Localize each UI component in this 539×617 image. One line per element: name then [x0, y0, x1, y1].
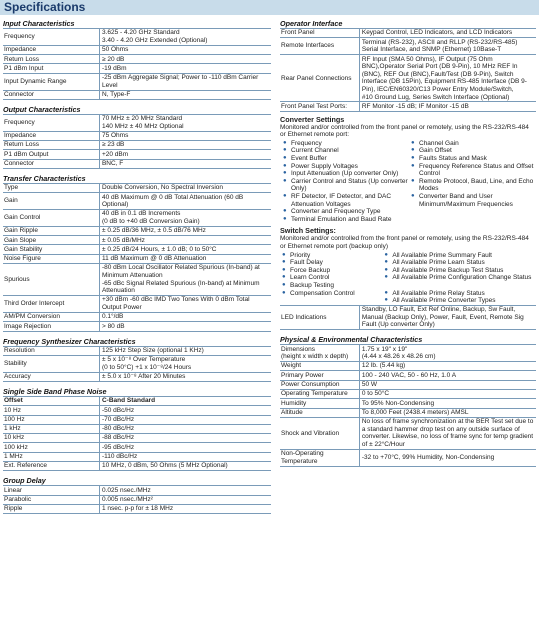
row-label: Shock and Vibration — [280, 417, 359, 449]
row-label: Frequency — [3, 29, 99, 46]
row-label: Frequency — [3, 114, 99, 131]
table-row — [3, 312, 271, 321]
table-row — [280, 102, 536, 111]
table-row — [3, 64, 271, 73]
table-row — [3, 322, 271, 331]
row-label: Ext. Reference — [3, 461, 99, 470]
row-label: Gain Control — [3, 210, 99, 227]
row-label: Stability — [3, 355, 99, 372]
table-row — [3, 150, 271, 159]
switch-left-label: Backup Testing — [290, 281, 334, 289]
row-label: Power Consumption — [280, 380, 359, 389]
switch-left-label: Force Backup — [290, 266, 331, 274]
bullet-icon: ● — [283, 177, 287, 184]
row-value: -19 dBm — [99, 64, 271, 73]
row-label: 100 Hz — [3, 415, 99, 424]
table-row — [3, 406, 271, 415]
table-row — [3, 346, 271, 355]
list-item — [282, 208, 408, 216]
table-row — [280, 259, 536, 267]
list-item: ● All Available Prime Relay Status — [384, 289, 485, 297]
table-row — [3, 114, 271, 131]
table-row — [3, 372, 271, 381]
row-label: 10 kHz — [3, 434, 99, 443]
list-item — [410, 193, 536, 208]
row-label: Ripple — [3, 504, 99, 513]
row-value: +20 dBm — [99, 150, 271, 159]
list-item-label: Power Supply Voltages — [291, 162, 358, 170]
row-value: 100 - 240 VAC, 50 - 60 Hz, 1.0 A — [359, 371, 536, 380]
row-value: Terminal (RS-232), ASCII and RLLP (RS-232/RS-485) Serial Interface, and SNMP (Ethernet) 10Base-T — [359, 38, 536, 55]
bullet-icon: ● — [411, 155, 415, 162]
table-row — [3, 131, 271, 140]
switch-right-list — [383, 274, 535, 282]
row-value: -80 dBc/Hz — [99, 424, 271, 433]
converter-intro: Monitored and/or controlled from the front panel or remotely, using the RS-232/RS-484 or Ethernet remote port: — [280, 123, 529, 139]
row-label: Noise Figure — [3, 254, 99, 263]
table-row — [280, 29, 536, 38]
converter-right-list — [408, 140, 536, 224]
bullet-icon: ● — [384, 274, 389, 281]
table-row — [3, 45, 271, 54]
list-item — [410, 140, 536, 148]
table-row — [3, 254, 271, 263]
list-item — [282, 140, 408, 148]
row-label: Impedance — [3, 131, 99, 140]
table-row — [3, 226, 271, 235]
table-row — [3, 29, 271, 46]
row-value: 1 nsec. p-p for ± 18 MHz — [99, 504, 271, 513]
operator-title: Operator Interface — [280, 19, 343, 28]
list-item-label: Event Buffer — [291, 155, 327, 163]
table-row — [3, 159, 271, 168]
converter-title: Converter Settings — [280, 114, 345, 124]
table-row — [3, 486, 271, 495]
header-value: C-Band Standard — [99, 396, 271, 405]
table-row — [3, 245, 271, 254]
list-item — [410, 163, 536, 178]
list-item-label: Terminal Emulation and Baud Rate — [291, 215, 392, 223]
table-row — [280, 399, 536, 408]
table-row — [3, 452, 271, 461]
row-label: Front Panel — [280, 29, 359, 38]
table-header-row — [3, 396, 271, 405]
row-label: Linear — [3, 486, 99, 495]
table-row — [3, 424, 271, 433]
table-row — [3, 355, 271, 372]
table-row — [280, 252, 536, 260]
list-item-label: Input Attenuation (Up converter Only) — [291, 170, 399, 178]
list-item — [282, 170, 408, 178]
bullet-icon: ● — [282, 259, 286, 266]
list-item — [281, 282, 381, 290]
input-table — [3, 28, 271, 100]
output-title: Output Characteristics — [3, 104, 81, 114]
list-item-label: Current Channel — [291, 147, 339, 155]
table-row — [280, 449, 536, 466]
table-row — [280, 408, 536, 417]
table-row — [3, 504, 271, 513]
row-value: -70 dBc/Hz — [99, 415, 271, 424]
row-value: -110 dBc/Hz — [99, 452, 271, 461]
row-label: Impedance — [3, 45, 99, 54]
table-row — [3, 141, 271, 150]
row-value: ± 0.25 dB/24 Hours, ± 1.0 dB; 0 to 50°C — [99, 245, 271, 254]
converter-left-list — [280, 140, 408, 224]
table-row — [3, 461, 271, 470]
table-row — [280, 282, 536, 290]
row-value: 3.625 - 4.20 GHz Standard 3.40 - 4.20 GHz Extended (Optional) — [99, 29, 271, 46]
table-row — [3, 193, 271, 210]
bullet-icon: ● — [282, 266, 286, 273]
list-item-label: Converter Band and User Minimum/Maximum Frequencies — [419, 193, 513, 208]
row-label: Type — [3, 183, 99, 192]
switch-right-list — [383, 290, 535, 305]
list-item — [282, 193, 408, 208]
bullet-icon: ● — [283, 170, 287, 177]
list-item: ● All Available Prime Converter Types — [384, 297, 496, 305]
table-row — [280, 38, 536, 55]
list-item — [282, 178, 408, 193]
page-title: Specifications — [4, 0, 86, 14]
row-label: 1 MHz — [3, 452, 99, 461]
bullet-icon: ● — [283, 147, 287, 154]
row-value: > 80 dB — [99, 322, 271, 331]
row-value: 1.75 x 19" x 19" (4.44 x 48.26 x 48.26 cm) — [359, 345, 536, 362]
row-value: 10 MHz, 0 dBm, 50 Ohms (5 MHz Optional) — [99, 461, 271, 470]
row-label: Gain Stability — [3, 245, 99, 254]
table-row — [3, 434, 271, 443]
list-item-label: RF Detector, IF Detector, and DAC Attenuation Voltages — [291, 193, 392, 208]
list-item-label: Converter and Frequency Type — [291, 208, 381, 216]
table-row — [3, 210, 271, 227]
list-item — [282, 147, 408, 155]
bullet-icon: ● — [282, 281, 286, 288]
table-row — [280, 55, 536, 102]
row-label: Input Dynamic Range — [3, 73, 99, 90]
row-value: -88 dBc/Hz — [99, 434, 271, 443]
table-row — [280, 345, 536, 362]
row-label: 1 kHz — [3, 424, 99, 433]
switch-intro: Monitored and/or controlled from the front panel or remotely, using the RS-232/RS-484 or Ethernet remote port (backup only) — [280, 235, 529, 250]
table-row — [3, 55, 271, 64]
row-value: 0 to 50°C — [359, 389, 536, 398]
synth-title: Frequency Synthesizer Characteristics — [3, 336, 136, 346]
bullet-icon: ● — [282, 289, 286, 296]
row-value: 0.005 nsec./MHz² — [99, 495, 271, 504]
row-label: 10 Hz — [3, 406, 99, 415]
transfer-title: Transfer Characteristics — [3, 173, 86, 183]
switch-right-list — [383, 267, 535, 275]
physical-title: Physical & Environmental Characteristics — [280, 335, 423, 345]
list-item-label: Channel Gain — [419, 139, 459, 147]
row-label: Spurious — [3, 264, 99, 296]
row-label: Image Rejection — [3, 322, 99, 331]
list-item-label: Frequency Reference Status and Offset Control — [419, 162, 534, 178]
row-label: AM/PM Conversion — [3, 312, 99, 321]
physical-table — [280, 344, 536, 467]
header-key: Offset — [3, 396, 99, 405]
row-label: Gain Slope — [3, 236, 99, 245]
left-column — [3, 19, 271, 514]
row-value: BNC, F — [99, 159, 271, 168]
phase-noise-title: Single Side Band Phase Noise — [3, 386, 107, 396]
row-value: ± 5 x 10⁻⁸ Over Temperature (0 to 50°C) +1 x 10⁻⁸/24 Hours — [99, 355, 271, 372]
row-label: Non-Operating Temperature — [280, 449, 359, 466]
row-label: Front Panel Test Ports: — [280, 102, 359, 111]
table-row — [280, 389, 536, 398]
row-value: 50 Ohms — [99, 45, 271, 54]
bullet-icon: ● — [384, 289, 389, 296]
table-row — [3, 296, 271, 313]
row-label: Remote Interfaces — [280, 38, 359, 55]
row-value: -95 dBc/Hz — [99, 443, 271, 452]
table-row — [280, 380, 536, 389]
row-value: ± 0.25 dB/36 MHz, ± 0.5 dB/76 MHz — [99, 226, 271, 235]
row-label: P1 dBm Output — [3, 150, 99, 159]
bullet-icon: ● — [283, 155, 287, 162]
table-row — [3, 236, 271, 245]
row-label: Operating Temperature — [280, 389, 359, 398]
list-item — [410, 147, 536, 155]
row-value: Keypad Control, LED Indicators, and LCD Indicators — [359, 29, 536, 38]
list-item — [281, 274, 381, 282]
table-row — [3, 415, 271, 424]
bullet-icon: ● — [411, 193, 415, 200]
row-value: 125 kHz Step Size (optional 1 KHz) — [99, 346, 271, 355]
list-item-label: Carrier Control and Status (Up converter Only) — [291, 177, 408, 193]
right-column — [280, 19, 536, 467]
switch-left-label: Compensation Control — [290, 289, 355, 297]
row-value: ≥ 20 dB — [99, 55, 271, 64]
bullet-icon: ● — [384, 297, 389, 304]
row-value: N, Type-F — [99, 90, 271, 99]
list-item-label: Gain Offset — [419, 147, 452, 155]
row-value: ± 0.05 dB/MHz — [99, 236, 271, 245]
row-label: Gain Ripple — [3, 226, 99, 235]
row-value: 75 Ohms — [99, 131, 271, 140]
row-label: LED Indications — [280, 305, 359, 329]
row-label: Humidity — [280, 399, 359, 408]
switch-settings-table — [280, 252, 536, 305]
list-item — [282, 163, 408, 171]
row-value: 0.025 nsec./MHz — [99, 486, 271, 495]
converter-settings-list — [280, 140, 536, 224]
bullet-icon: ● — [283, 208, 287, 215]
group-delay-table — [3, 485, 271, 514]
list-item — [410, 155, 536, 163]
row-label: Return Loss — [3, 55, 99, 64]
table-row — [280, 290, 536, 305]
bullet-icon: ● — [384, 251, 389, 258]
bullet-icon: ● — [283, 193, 287, 200]
row-value: ≥ 23 dB — [99, 141, 271, 150]
bullet-icon: ● — [384, 266, 389, 273]
group-delay-title: Group Delay — [3, 476, 46, 486]
table-row — [280, 274, 536, 282]
switch-title: Switch Settings: — [280, 226, 336, 236]
bullet-icon: ● — [411, 147, 415, 154]
switch-left-label: Priority — [290, 251, 311, 259]
row-value: RF Input (SMA 50 Ohms), IF Output (75 Ohm BNC),Operator Serial Port (DB 9-Pin), 10 MHz REF In (BNC), REF Out (BNC),Fault/Test (DB 9-Pin), Switch Interface (DB 15Pin), Equipment RS-485 Interface (DB 9-Pin), IEC/EN60320/C13 Power Entry Module/Switch, #10 Ground Lug, Series Switch Interface (Optional) — [359, 55, 536, 102]
bullet-icon: ● — [283, 162, 287, 169]
row-label: P1 dBm Input — [3, 64, 99, 73]
table-row — [280, 417, 536, 449]
row-value: 40 dB in 0.1 dB Increments (0 dB to +40 dB Conversion Gain) — [99, 210, 271, 227]
list-item-label: Faults Status and Mask — [419, 155, 487, 163]
row-value: Standby, LO Fault, Ext Ref Online, Backup, Sw Fault, Manual (Backup Only), Power, Fault, Event, Remote Sig Fault (Up converter Only) — [359, 305, 536, 329]
list-item — [281, 267, 381, 275]
row-value: Double Conversion, No Spectral Inversion — [99, 183, 271, 192]
bullet-icon: ● — [411, 139, 415, 146]
row-value: To 8,000 Feet (2438.4 meters) AMSL — [359, 408, 536, 417]
table-row — [280, 305, 536, 329]
row-value: 11 dB Maximum @ 0 dB Attenuation — [99, 254, 271, 263]
row-value: +30 dBm -60 dBc IMD Two Tones With 0 dBm Total Output Power — [99, 296, 271, 313]
list-item-label: Frequency — [291, 139, 322, 147]
operator-table — [280, 28, 536, 112]
list-item: ● All Available Prime Learn Status — [384, 259, 485, 267]
row-value: 40 dB Maximum @ 0 dB Total Attenuation (60 dB Optional) — [99, 193, 271, 210]
synth-table — [3, 346, 271, 382]
list-item — [281, 259, 381, 267]
bullet-icon: ● — [384, 259, 389, 266]
led-table — [280, 305, 536, 330]
row-value: 50 W — [359, 380, 536, 389]
row-label: Connector — [3, 90, 99, 99]
row-label: Altitude — [280, 408, 359, 417]
bullet-icon: ● — [282, 251, 286, 258]
bullet-icon: ● — [282, 274, 286, 281]
switch-right-list — [383, 259, 535, 267]
row-value: RF Monitor -15 dB; IF Monitor -15 dB — [359, 102, 536, 111]
input-title: Input Characteristics — [3, 19, 75, 28]
list-item — [281, 290, 381, 298]
row-value: No loss of frame synchronization at the BER Test set due to a standard hammer drop test on any outside surface of converter. Likewise, no loss of frame sync for temp gradient of ± 22°C/Hour — [359, 417, 536, 449]
row-value: 70 MHz ± 20 MHz Standard 140 MHz ± 40 MHz Optional — [99, 114, 271, 131]
list-item — [282, 216, 408, 224]
list-item: ● All Available Prime Summary Fault — [384, 251, 492, 259]
row-label: Return Loss — [3, 141, 99, 150]
row-label: Resolution — [3, 346, 99, 355]
table-row — [3, 264, 271, 296]
bullet-icon: ● — [411, 177, 415, 184]
table-row — [3, 183, 271, 192]
row-label: Primary Power — [280, 371, 359, 380]
row-value: -32 to +70°C, 99% Humidity, Non-Condensing — [359, 449, 536, 466]
transfer-table — [3, 183, 271, 332]
table-row — [3, 90, 271, 99]
row-value: -50 dBc/Hz — [99, 406, 271, 415]
bullet-icon: ● — [411, 162, 415, 169]
list-item — [410, 178, 536, 193]
bullet-icon: ● — [283, 139, 287, 146]
output-table — [3, 114, 271, 169]
table-row — [3, 73, 271, 90]
table-row — [3, 495, 271, 504]
switch-right-list — [383, 252, 535, 260]
row-value: 12 lb. (5.44 kg) — [359, 362, 536, 371]
list-item — [281, 252, 381, 260]
list-item: ● All Available Prime Backup Test Status — [384, 266, 504, 274]
row-label: Weight — [280, 362, 359, 371]
row-label: Rear Panel Connections — [280, 55, 359, 102]
table-row — [3, 443, 271, 452]
list-item-label: Remote Protocol, Baud, Line, and Echo Modes — [419, 177, 534, 193]
list-item: ● All Available Prime Configuration Change Status — [384, 274, 532, 282]
row-label: 100 kHz — [3, 443, 99, 452]
row-label: Dimensions (height x width x depth) — [280, 345, 359, 362]
switch-left-label: Fault Delay — [290, 259, 323, 267]
table-row — [280, 362, 536, 371]
title-bar — [0, 0, 539, 15]
table-row — [280, 267, 536, 275]
row-label: Gain — [3, 193, 99, 210]
row-label: Parabolic — [3, 495, 99, 504]
row-label: Connector — [3, 159, 99, 168]
bullet-icon: ● — [283, 215, 287, 222]
table-row — [280, 371, 536, 380]
phase-noise-table — [3, 396, 271, 471]
switch-left-label: Learn Control — [290, 274, 330, 282]
row-value: To 95% Non-Condensing — [359, 399, 536, 408]
list-item — [282, 155, 408, 163]
row-value: -25 dBm Aggregate Signal; Power to -110 dBm Carrier Level — [99, 73, 271, 90]
row-value: ± 5.0 x 10⁻⁸ After 20 Minutes — [99, 372, 271, 381]
row-value: -80 dBm Local Oscillator Related Spurious (In-band) at Minimum Attenuation -65 dBc Signal Related Spurious (In-band) at Minimum Attenuation — [99, 264, 271, 296]
row-label: Third Order Intercept — [3, 296, 99, 313]
row-value: 0.1°/dB — [99, 312, 271, 321]
row-label: Accuracy — [3, 372, 99, 381]
